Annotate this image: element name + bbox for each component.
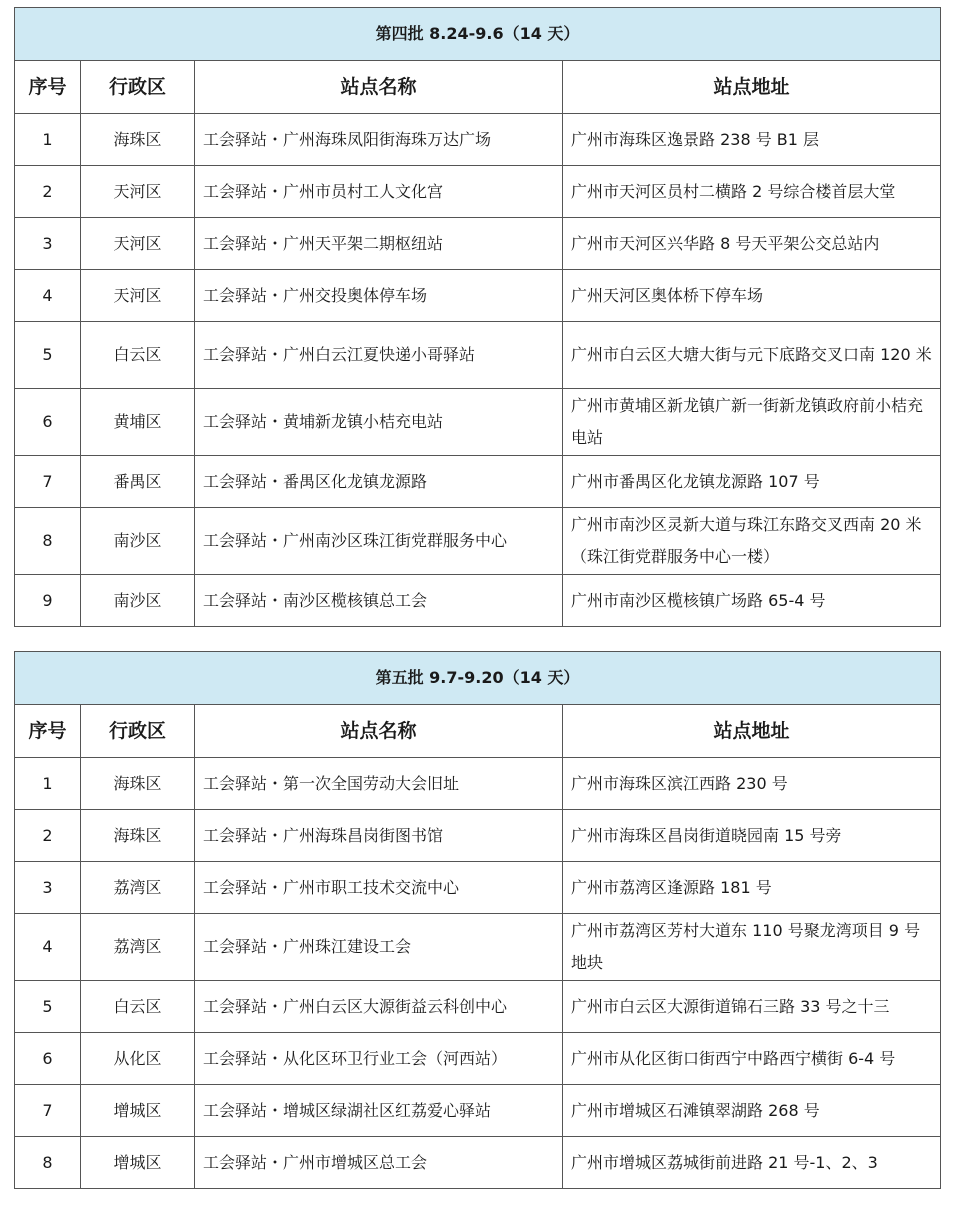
cell-name: 工会驿站・增城区绿湖社区红荔爱心驿站	[195, 1085, 563, 1137]
table-header-row	[15, 61, 941, 114]
table-row	[15, 389, 941, 456]
cell-address: 广州市增城区石滩镇翠湖路 268 号	[563, 1085, 941, 1137]
table-row	[15, 914, 941, 981]
cell-address: 广州市天河区兴华路 8 号天平架公交总站内	[563, 218, 941, 270]
table-row	[15, 270, 941, 322]
table-row	[15, 322, 941, 389]
cell-name: 工会驿站・第一次全国劳动大会旧址	[195, 758, 563, 810]
cell-no: 3	[15, 218, 81, 270]
table-row	[15, 575, 941, 627]
cell-district: 增城区	[81, 1085, 195, 1137]
batch-title: 第五批 9.7-9.20（14 天）	[15, 652, 941, 705]
cell-address: 广州天河区奥体桥下停车场	[563, 270, 941, 322]
cell-no: 4	[15, 914, 81, 981]
batch-title: 第四批 8.24-9.6（14 天）	[15, 8, 941, 61]
cell-address: 广州市从化区街口街西宁中路西宁横街 6-4 号	[563, 1033, 941, 1085]
batch-table-5	[14, 651, 941, 1189]
cell-name: 工会驿站・广州白云区大源街益云科创中心	[195, 981, 563, 1033]
table-row	[15, 1085, 941, 1137]
cell-name: 工会驿站・广州珠江建设工会	[195, 914, 563, 981]
cell-district: 海珠区	[81, 114, 195, 166]
cell-district: 天河区	[81, 218, 195, 270]
cell-district: 天河区	[81, 166, 195, 218]
cell-no: 3	[15, 862, 81, 914]
cell-name: 工会驿站・广州市增城区总工会	[195, 1137, 563, 1189]
table-row	[15, 166, 941, 218]
cell-address: 广州市黄埔区新龙镇广新一街新龙镇政府前小桔充电站	[563, 389, 941, 456]
cell-no: 5	[15, 322, 81, 389]
cell-district: 黄埔区	[81, 389, 195, 456]
cell-no: 1	[15, 758, 81, 810]
header-no: 序号	[15, 61, 81, 114]
cell-name: 工会驿站・广州南沙区珠江街党群服务中心	[195, 508, 563, 575]
header-name: 站点名称	[195, 61, 563, 114]
cell-name: 工会驿站・黄埔新龙镇小桔充电站	[195, 389, 563, 456]
cell-name: 工会驿站・从化区环卫行业工会（河西站）	[195, 1033, 563, 1085]
cell-district: 荔湾区	[81, 914, 195, 981]
cell-no: 8	[15, 1137, 81, 1189]
cell-no: 2	[15, 810, 81, 862]
cell-address: 广州市白云区大源街道锦石三路 33 号之十三	[563, 981, 941, 1033]
cell-district: 海珠区	[81, 758, 195, 810]
cell-address: 广州市海珠区昌岗街道晓园南 15 号旁	[563, 810, 941, 862]
header-no: 序号	[15, 705, 81, 758]
cell-address: 广州市番禺区化龙镇龙源路 107 号	[563, 456, 941, 508]
cell-district: 番禺区	[81, 456, 195, 508]
cell-address: 广州市海珠区逸景路 238 号 B1 层	[563, 114, 941, 166]
cell-address: 广州市天河区员村二横路 2 号综合楼首层大堂	[563, 166, 941, 218]
table-row	[15, 1033, 941, 1085]
cell-district: 白云区	[81, 981, 195, 1033]
table-row	[15, 218, 941, 270]
cell-name: 工会驿站・广州白云江夏快递小哥驿站	[195, 322, 563, 389]
cell-name: 工会驿站・广州市员村工人文化宫	[195, 166, 563, 218]
table-row	[15, 1137, 941, 1189]
table-row	[15, 981, 941, 1033]
cell-no: 2	[15, 166, 81, 218]
cell-no: 6	[15, 389, 81, 456]
table-row	[15, 758, 941, 810]
cell-name: 工会驿站・南沙区榄核镇总工会	[195, 575, 563, 627]
table-row	[15, 862, 941, 914]
table-header-row	[15, 705, 941, 758]
cell-name: 工会驿站・广州天平架二期枢纽站	[195, 218, 563, 270]
header-address: 站点地址	[563, 61, 941, 114]
cell-address: 广州市南沙区榄核镇广场路 65-4 号	[563, 575, 941, 627]
cell-district: 从化区	[81, 1033, 195, 1085]
cell-district: 白云区	[81, 322, 195, 389]
cell-no: 1	[15, 114, 81, 166]
cell-address: 广州市增城区荔城街前进路 21 号-1、2、3	[563, 1137, 941, 1189]
cell-name: 工会驿站・广州市职工技术交流中心	[195, 862, 563, 914]
cell-no: 5	[15, 981, 81, 1033]
table-row	[15, 456, 941, 508]
cell-district: 天河区	[81, 270, 195, 322]
header-district: 行政区	[81, 61, 195, 114]
cell-district: 南沙区	[81, 508, 195, 575]
cell-district: 海珠区	[81, 810, 195, 862]
cell-no: 4	[15, 270, 81, 322]
cell-no: 7	[15, 456, 81, 508]
cell-no: 6	[15, 1033, 81, 1085]
cell-address: 广州市荔湾区逢源路 181 号	[563, 862, 941, 914]
cell-name: 工会驿站・番禺区化龙镇龙源路	[195, 456, 563, 508]
cell-address: 广州市海珠区滨江西路 230 号	[563, 758, 941, 810]
table-row	[15, 508, 941, 575]
cell-address: 广州市南沙区灵新大道与珠江东路交叉西南 20 米（珠江街党群服务中心一楼）	[563, 508, 941, 575]
cell-no: 8	[15, 508, 81, 575]
header-address: 站点地址	[563, 705, 941, 758]
cell-no: 7	[15, 1085, 81, 1137]
cell-district: 荔湾区	[81, 862, 195, 914]
cell-address: 广州市荔湾区芳村大道东 110 号聚龙湾项目 9 号地块	[563, 914, 941, 981]
table-row	[15, 114, 941, 166]
cell-no: 9	[15, 575, 81, 627]
cell-address: 广州市白云区大塘大街与元下底路交叉口南 120 米	[563, 322, 941, 389]
table-row	[15, 810, 941, 862]
header-district: 行政区	[81, 705, 195, 758]
cell-district: 增城区	[81, 1137, 195, 1189]
cell-district: 南沙区	[81, 575, 195, 627]
header-name: 站点名称	[195, 705, 563, 758]
batch-table-4	[14, 7, 941, 627]
cell-name: 工会驿站・广州交投奥体停车场	[195, 270, 563, 322]
cell-name: 工会驿站・广州海珠凤阳街海珠万达广场	[195, 114, 563, 166]
cell-name: 工会驿站・广州海珠昌岗街图书馆	[195, 810, 563, 862]
